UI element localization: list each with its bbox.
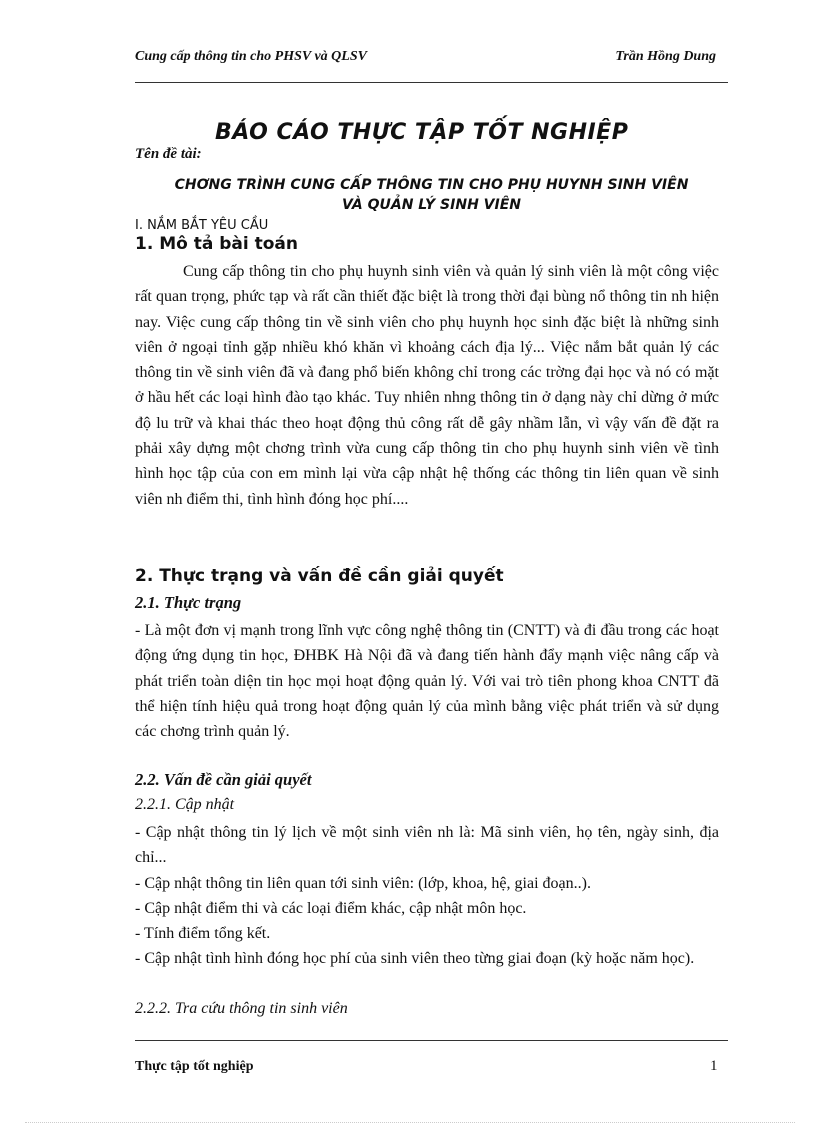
s221-heading: 2.2.1. Cập nhật [135,796,235,813]
list-item: - Cập nhật điểm thi và các loại điểm khác, cập nhật môn học. [135,899,527,917]
header-right: Trần Hồng Dung [615,49,716,64]
s21-paragraph-text: - Là một đơn vị mạnh trong lĩnh vực công nghệ thông tin (CNTT) và đi đầu trong các hoạt động ứng dụng tin học, ĐHBK Hà Nội đã và đang tiến hành đẩy mạnh việc nâng cấp và phát triển toàn diện tin học mọi hoạt động quản lý. Với vai trò tiên phong khoa CNTT đã thể hiện tính hiệu quả trong hoạt động quản lý của mình bằng việc phát triển và sử dụng các chơng trình quản lý. [135,622,719,741]
s222-heading: 2.2.2. Tra cứu thông tin sinh viên [135,1000,348,1017]
page-number: 1 [710,1058,718,1074]
header-left: Cung cấp thông tin cho PHSV và QLSV [135,49,367,64]
topic-line-2: VÀ QUẢN LÝ SINH VIÊN [342,197,521,213]
report-title: BÁO CÁO THỰC TẬP TỐT NGHIỆP [215,120,629,145]
list-item: - Cập nhật tình hình đóng học phí của sinh viên theo từng giai đoạn (kỳ hoặc năm học). [135,950,695,968]
header-rule [135,82,728,83]
s2-heading: 2. Thực trạng và vấn đề cần giải quyết [135,566,504,586]
s22-heading: 2.2. Vấn đề cần giải quyết [135,770,312,789]
s21-heading: 2.1. Thực trạng [135,593,242,612]
s221-list [135,820,719,972]
footer-left: Thực tập tốt nghiệp [135,1059,254,1074]
s1-paragraph [135,259,719,512]
topic-line-1: CHƠNG TRÌNH CUNG CẤP THÔNG TIN CHO PHỤ HUYNH SINH VIÊN [174,177,689,193]
s1-paragraph-text: Cung cấp thông tin cho phụ huynh sinh viên và quản lý sinh viên là một công việc rất quan trọng, phức tạp và rất cần thiết đặc biệt là trong thời đại bùng nổ thông tin nh hiện nay. Việc cung cấp thông tin về sinh viên cho phụ huynh học sinh đặc biệt là những sinh viên ở ngoại tỉnh gặp nhiều khó khăn vì khoảng cách địa lý... Việc nắm bắt quản lý các thông tin về sinh viên đã và đang phổ biến không chỉ trong các trờng đại học và nó có mặt ở hầu hết các loại hình đào tạo khác. Tuy nhiên nhng thông tin ở dạng này chỉ dừng ở mức độ lu trữ và khai thác theo hoạt động thủ công rất dễ gây nhầm lẫn, vì vậy vấn đề đặt ra phải xây dựng một chơng trình vừa cung cấp thông tin cho phụ huynh sinh viên về tình hình học tập của con em mình lại vừa cập nhật hệ thống các thông tin liên quan về sinh viên nh điểm thi, tình hình đóng học phí.... [135,263,719,508]
footer-rule [135,1040,728,1041]
topic-label: Tên đề tài: [135,146,202,162]
list-item: - Cập nhật thông tin liên quan tới sinh viên: (lớp, khoa, hệ, giai đoạn..). [135,874,591,892]
s21-paragraph [135,618,719,744]
section-1-heading: I. NẮM BẮT YÊU CẦU [135,218,269,233]
list-item: - Tính điểm tổng kết. [135,925,271,943]
list-item: - Cập nhật thông tin lý lịch về một sinh viên nh là: Mã sinh viên, họ tên, ngày sinh, địa chỉ... [135,824,719,867]
s1-heading: 1. Mô tả bài toán [135,234,299,254]
